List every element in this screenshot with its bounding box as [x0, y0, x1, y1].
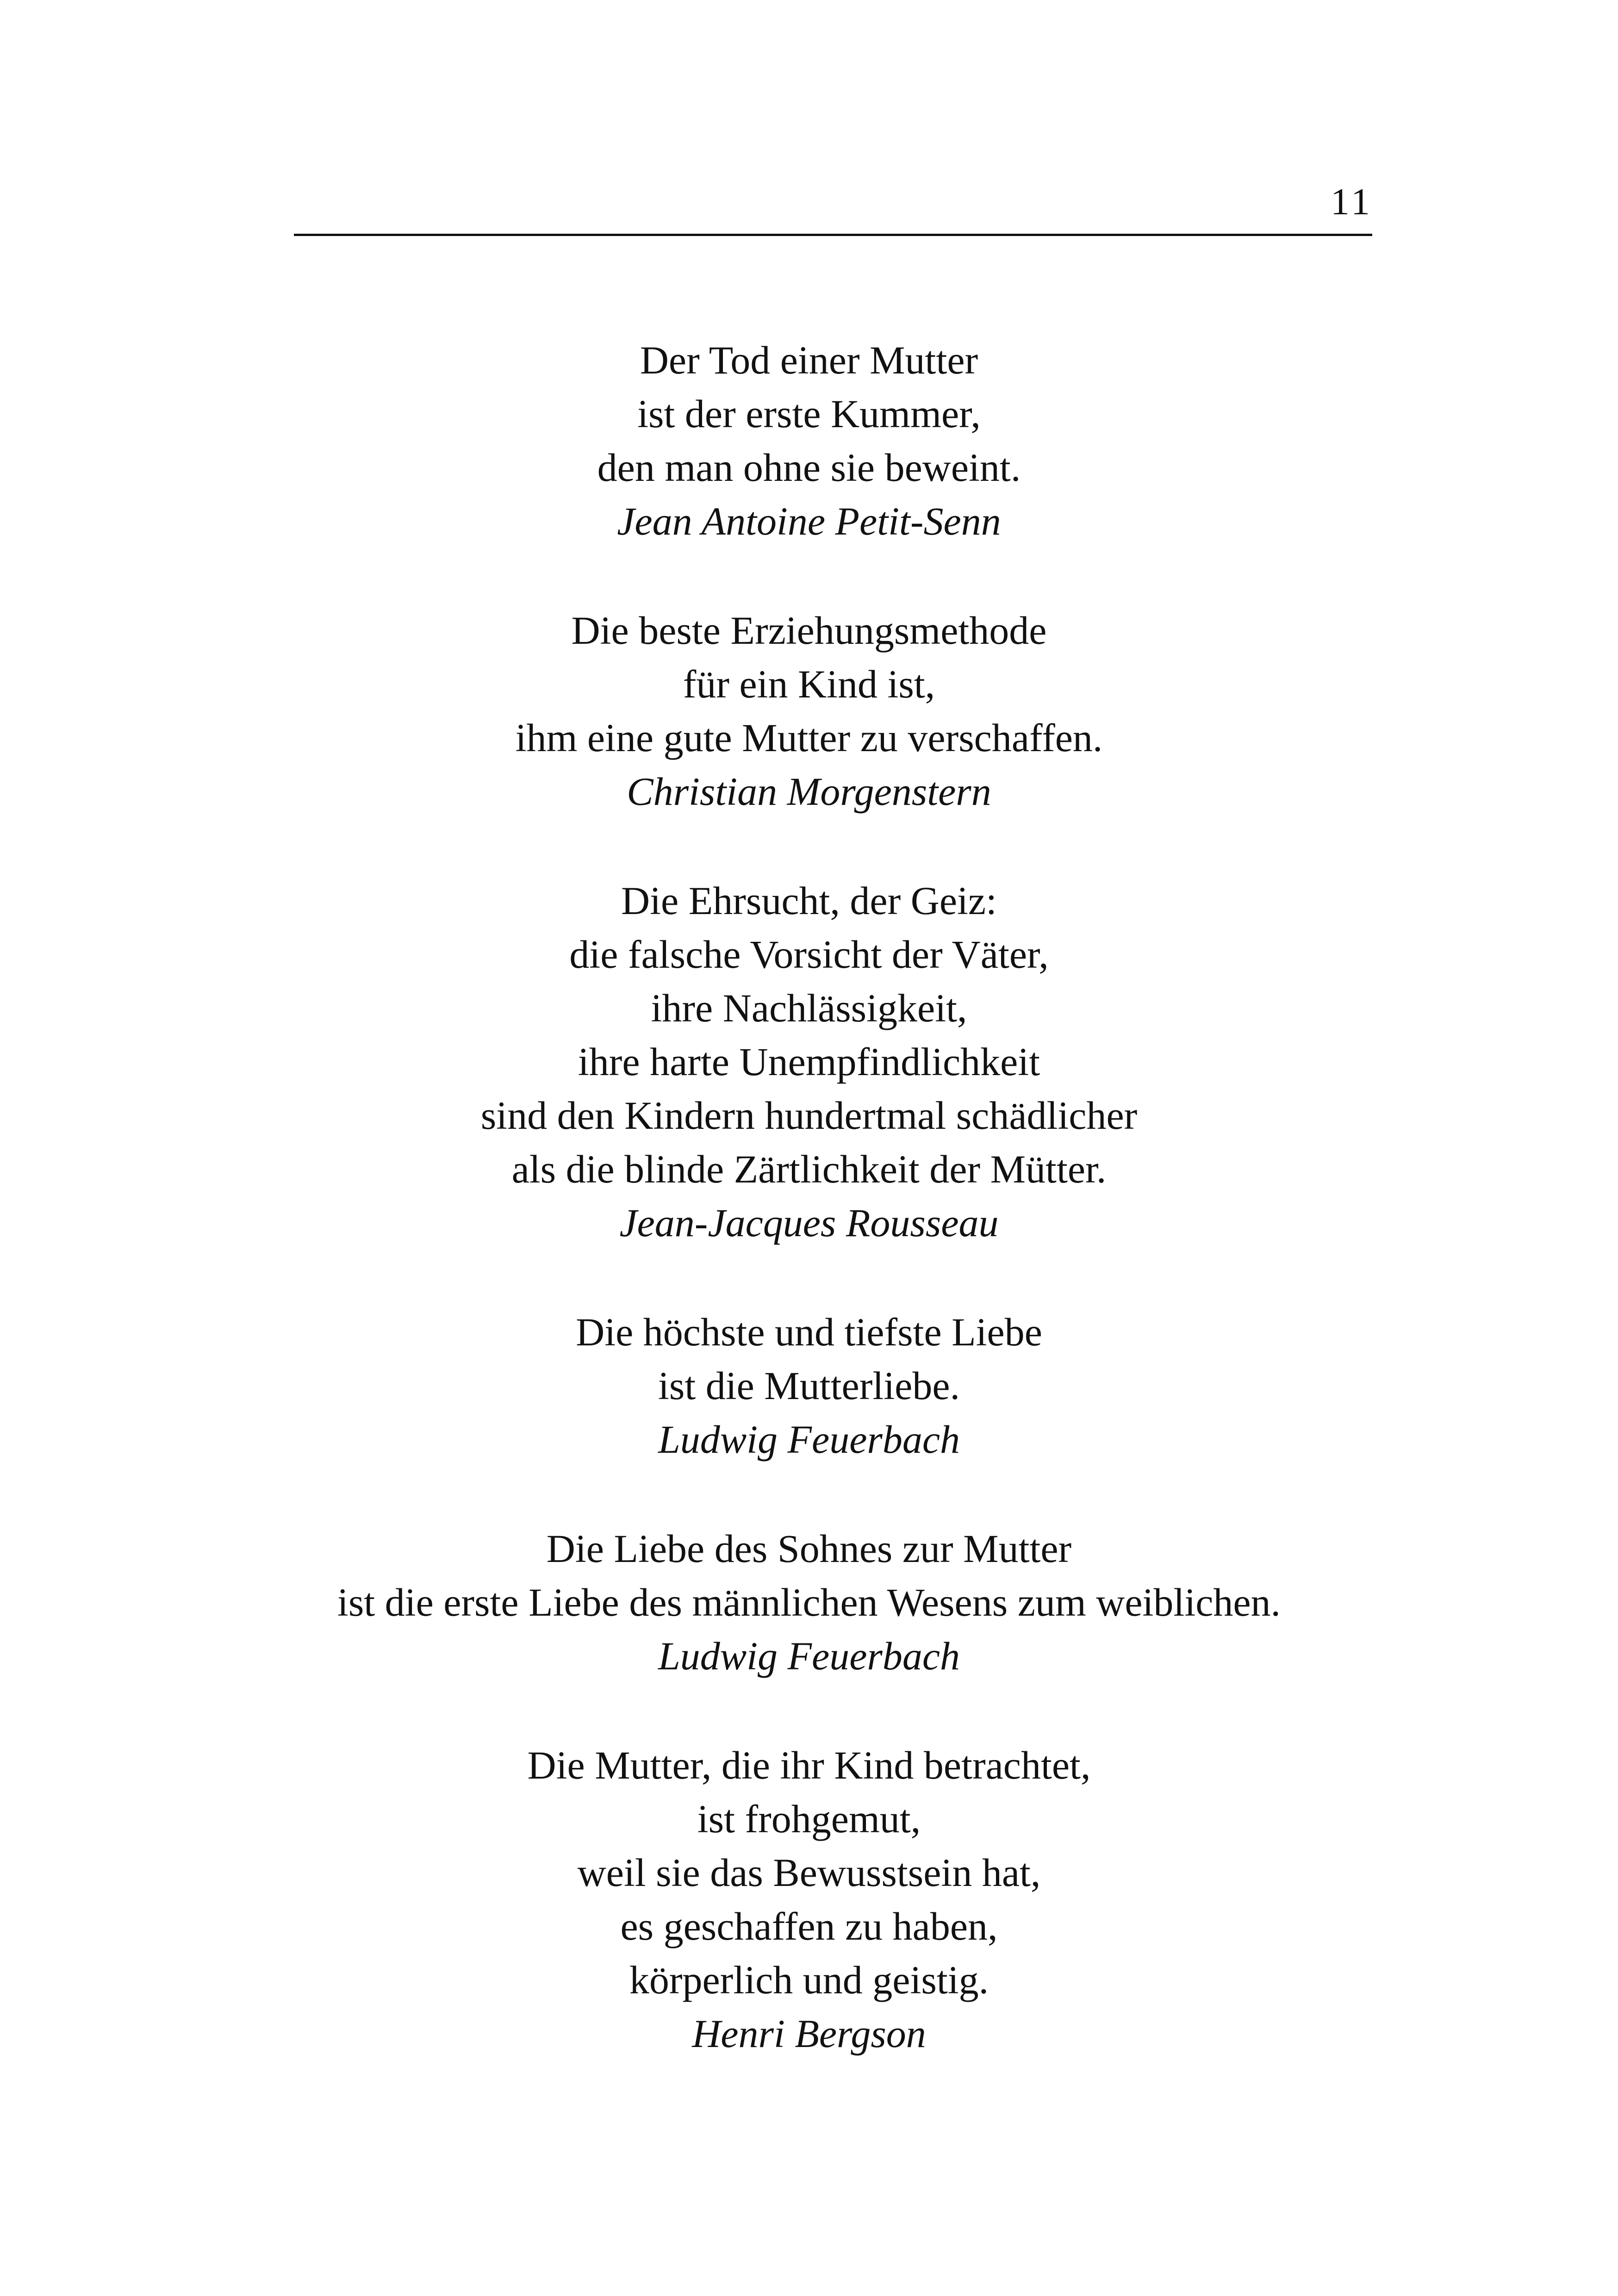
quote-author: Henri Bergson: [692, 2011, 926, 2056]
quote-line: den man ohne sie beweint.: [597, 445, 1021, 490]
quote-line: Die höchste und tiefste Liebe: [576, 1310, 1042, 1354]
quote-block: [0, 1522, 1618, 1683]
quote-block: [0, 874, 1618, 1250]
quote-block: [0, 1305, 1618, 1466]
quote-line: ist frohgemut,: [697, 1797, 921, 1841]
quote-line: für ein Kind ist,: [683, 662, 935, 706]
quote-block: [0, 1738, 1618, 2060]
quote-line: ihre harte Unempfindlichkeit: [578, 1039, 1040, 1084]
quote-line: sind den Kindern hundertmal schädlicher: [480, 1093, 1138, 1138]
quote-list: [0, 333, 1618, 2116]
quote-author: Jean Antoine Petit-Senn: [617, 499, 1001, 543]
quote-line: Die beste Erziehungsmethode: [571, 608, 1047, 653]
quote-author: Ludwig Feuerbach: [658, 1417, 960, 1462]
quote-author: Christian Morgenstern: [627, 769, 991, 814]
quote-author: Ludwig Feuerbach: [658, 1634, 960, 1678]
quote-line: Der Tod einer Mutter: [640, 338, 978, 382]
page-number: 11: [1331, 180, 1373, 223]
quote-block: [0, 604, 1618, 818]
quote-author: Jean-Jacques Rousseau: [619, 1201, 999, 1245]
quote-line: Die Mutter, die ihr Kind betrachtet,: [527, 1743, 1091, 1787]
quote-line: weil sie das Bewusstsein hat,: [577, 1850, 1041, 1895]
quote-line: körperlich und geistig.: [629, 1958, 989, 2002]
quote-line: die falsche Vorsicht der Väter,: [569, 932, 1049, 977]
quote-line: ist der erste Kummer,: [637, 392, 981, 436]
quote-line: es geschaffen zu haben,: [620, 1904, 998, 1948]
quote-line: ihre Nachlässigkeit,: [651, 986, 967, 1030]
quote-line: ist die Mutterliebe.: [658, 1363, 960, 1408]
quote-line: ist die erste Liebe des männlichen Wesens zum weiblichen.: [337, 1580, 1281, 1624]
quote-line: Die Ehrsucht, der Geiz:: [621, 878, 997, 923]
quote-block: [0, 333, 1618, 548]
quote-line: Die Liebe des Sohnes zur Mutter: [546, 1526, 1072, 1571]
quote-line: als die blinde Zärtlichkeit der Mütter.: [511, 1147, 1107, 1191]
quote-line: ihm eine gute Mutter zu verschaffen.: [515, 716, 1103, 760]
header-rule: [294, 234, 1372, 236]
